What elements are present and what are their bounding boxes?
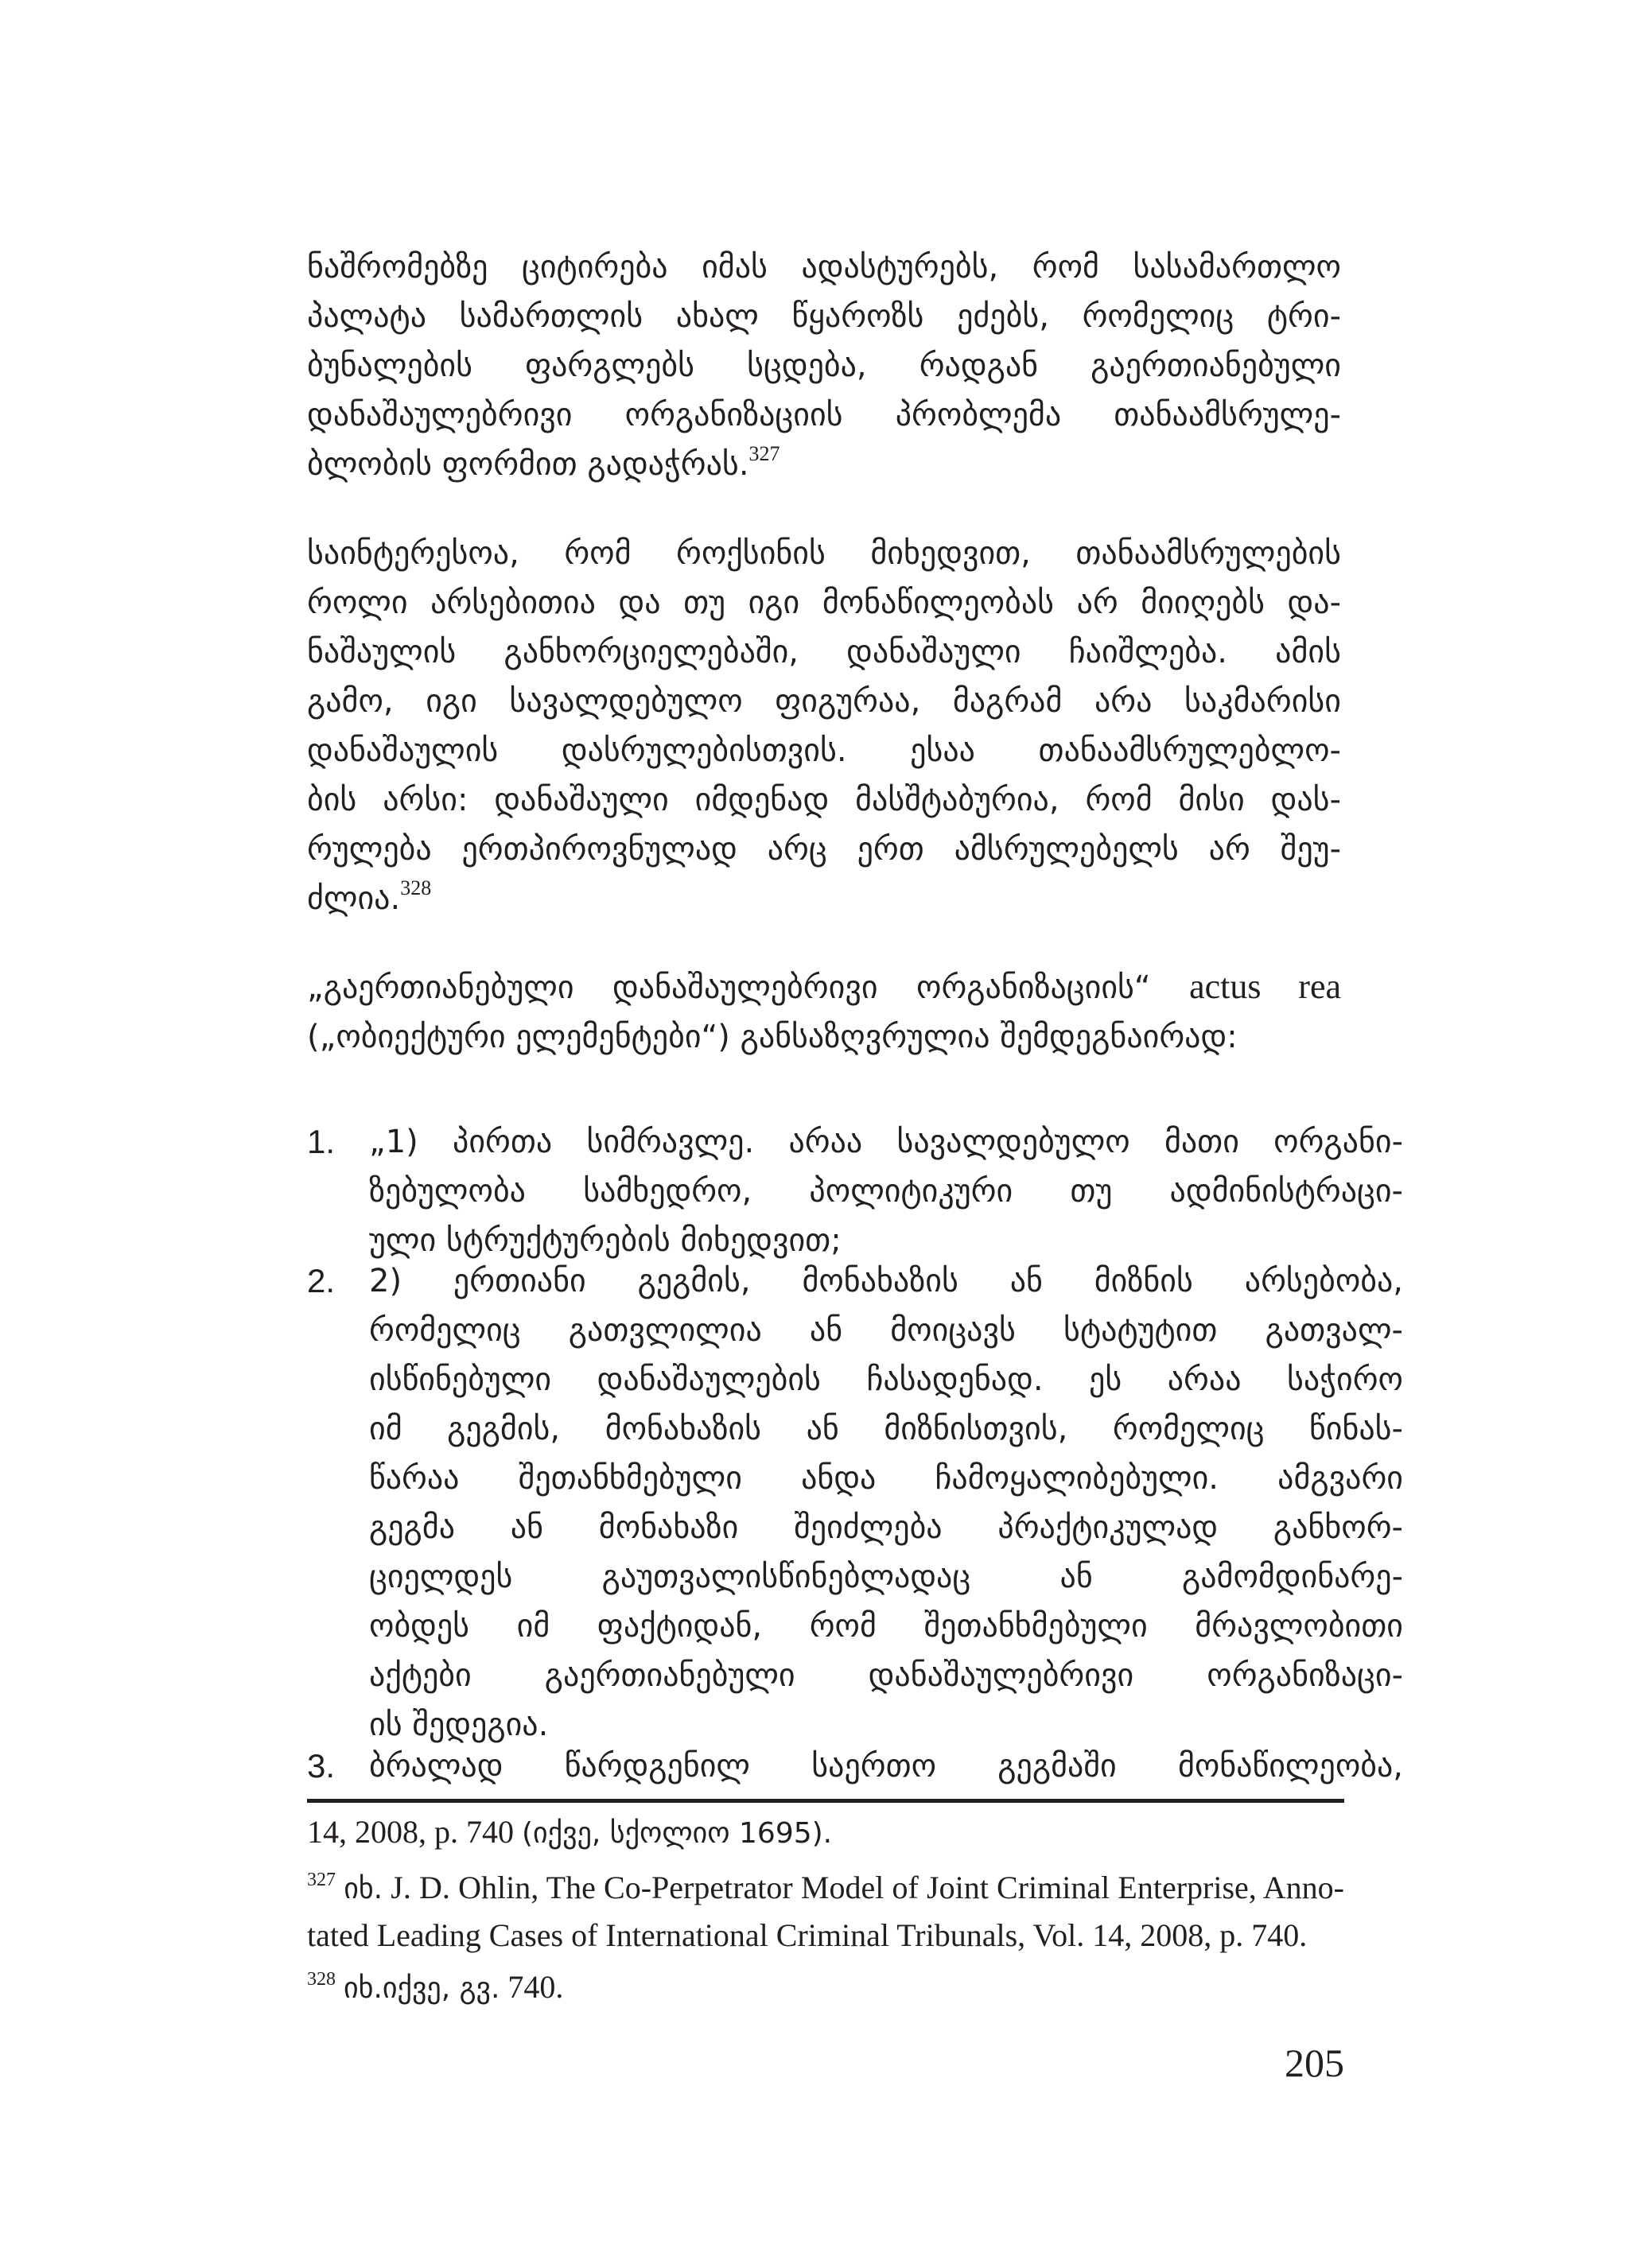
text-line: რულება ერთპიროვნულად არც ერთ ამსრულებელს არ შეუ-	[307, 831, 1341, 868]
text-line: ობდეს იმ ფაქტიდან, რომ შეთანხმებული მრავლობითი	[369, 1608, 1403, 1645]
text-line: აქტები გაერთიანებული დანაშაულებრივი ორგანიზაცი-	[369, 1657, 1403, 1694]
text-line: „1) პირთა სიმრავლე. არაა სავალდებულო მათი ორგანი-	[369, 1124, 1403, 1160]
text-line: 2) ერთიანი გეგმის, მონახაზის ან მიზნის არსებობა,	[369, 1263, 1403, 1299]
footnote-continuation	[307, 1809, 1344, 1857]
text-line: ზებულობა სამხედრო, პოლიტიკური თუ ადმინისტრაცი-	[369, 1173, 1403, 1210]
footnote-ref-327[interactable]: 327	[748, 442, 780, 465]
text-line: როლი არსებითია და თუ იგი მონაწილეობას არ მიიღებს და-	[307, 584, 1341, 621]
text-segment: ბლობის ფორმით გადაჭრას.	[307, 446, 749, 483]
footnote-text: იხ.იქვე, გვ.	[344, 1972, 500, 2005]
text-segment: ძლია.	[307, 880, 401, 917]
text-line: გამო, იგი სავალდებულო ფიგურაა, მაგრამ არა საკმარისი	[307, 683, 1341, 720]
footnote-line	[307, 1865, 1344, 1913]
text-line: საინტერესოა, რომ როქსინის მიხედვით, თანაამსრულების	[307, 535, 1341, 572]
text-line: ბუნალების ფარგლებს სცდება, რადგან გაერთიანებული	[307, 348, 1341, 384]
latin-term: actus rea	[1189, 967, 1341, 1006]
list-number: 3.	[307, 1747, 336, 1784]
footnote-328	[307, 1964, 1344, 2012]
text-line: დანაშაულებრივი ორგანიზაციის პრობლემა თანაამსრულე-	[307, 397, 1341, 433]
footnotes	[307, 0, 1344, 2268]
page-number: 205	[1285, 2041, 1344, 2085]
footnote-text: იხ.	[344, 1873, 383, 1905]
text-line: იმ გეგმის, მონახაზის ან მიზნისთვის, რომელიც წინას-	[369, 1411, 1403, 1447]
text-line: დანაშაულის დასრულებისთვის. ესაა თანაამსრულებლო-	[307, 732, 1341, 769]
footnote-327	[307, 1865, 1344, 1959]
footnote-line: tated Leading Cases of International Criminal Tribunals, Vol. 14, 2008, p. 740.	[307, 1917, 1308, 1953]
list-number: 1.	[307, 1123, 336, 1160]
text-line: პალატა სამართლის ახალ წყაროზს ეძებს, რომელიც ტრი-	[307, 298, 1341, 335]
text-line: ბრალად წარდგენილ საერთო გეგმაში მონაწილეობა,	[369, 1748, 1403, 1784]
footnote-text: 740.	[507, 1969, 564, 2005]
text-line: ული სტრუქტურების მიხედვით;	[369, 1222, 842, 1259]
list-number: 2.	[307, 1262, 336, 1299]
text-line: („ობიექტური ელემენტები“) განსაზღვრულია შემდეგნაირად:	[307, 1019, 1238, 1055]
footnote-text: (იქვე, სქოლიო 1695).	[522, 1817, 833, 1850]
text-line: გეგმა ან მონახაზი შეიძლება პრაქტიკულად განხორ-	[369, 1509, 1403, 1546]
text-line: რომელიც გათვლილია ან მოიცავს სტატუტით გათვალ-	[369, 1312, 1403, 1349]
footnote-text: J. D. Ohlin, The Co-Perpetrator Model of Joint Criminal Enterprise, Anno-	[391, 1870, 1344, 1905]
text-line: ის შედეგია.	[369, 1707, 549, 1743]
text-line: ნაშრომებზე ციტირება იმას ადასტურებს, რომ სასამართლო	[307, 249, 1341, 285]
footnote-ref-328[interactable]: 328	[400, 876, 432, 899]
footnote-number: 328	[307, 1969, 336, 1990]
text-segment: „გაერთიანებული დანაშაულებრივი ორგანიზაციის“	[307, 969, 1151, 1006]
text-line: ნაშაულის განხორციელებაში, დანაშაული ჩაიშლება. ამის	[307, 634, 1341, 670]
text-line: ციელდეს გაუთვალისწინებლადაც ან გამომდინარე-	[369, 1559, 1403, 1595]
text-line: ისწინებული დანაშაულების ჩასადენად. ეს არაა საჭირო	[369, 1361, 1403, 1398]
footnote-number: 327	[307, 1870, 336, 1890]
footnote-text: 14, 2008, p. 740	[307, 1814, 514, 1850]
text-line: წარაა შეთანხმებული ანდა ჩამოყალიბებული. ამგვარი	[369, 1460, 1403, 1497]
text-line: ბის არსი: დანაშაული იმდენად მასშტაბურია, რომ მისი დას-	[307, 782, 1341, 818]
